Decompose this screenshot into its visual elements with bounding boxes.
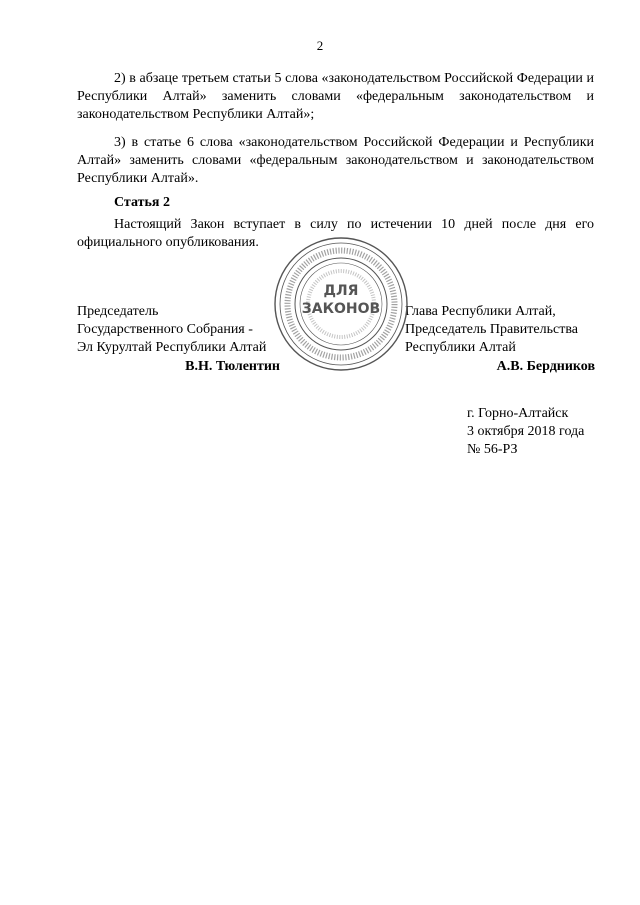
city: г. Горно-Алтайск bbox=[467, 406, 569, 421]
article-text: Настоящий Закон вступает в силу по истечении 10 дней после дня его официального опубликования. bbox=[77, 217, 594, 250]
official-seal-stamp bbox=[272, 235, 410, 373]
signature-block-left bbox=[77, 303, 280, 376]
date: 3 октября 2018 года bbox=[467, 424, 585, 439]
signature-right-line: Глава Республики Алтай, bbox=[405, 304, 556, 319]
signature-right-line: Республики Алтай bbox=[405, 340, 516, 355]
signature-right-line: Председатель Правительства bbox=[405, 322, 578, 337]
signature-left-line: Председатель bbox=[77, 304, 159, 319]
svg-text:ЗАКОНОВ: ЗАКОНОВ bbox=[301, 301, 381, 317]
page-number: 2 bbox=[316, 38, 324, 53]
svg-text:ДЛЯ: ДЛЯ bbox=[323, 283, 359, 299]
signature-left-line: Эл Курултай Республики Алтай bbox=[77, 340, 267, 355]
law-number: № 56-РЗ bbox=[467, 442, 518, 457]
signature-block-right bbox=[405, 303, 595, 376]
signature-right-name: А.В. Бердников bbox=[496, 359, 595, 374]
article-heading: Статья 2 bbox=[114, 195, 170, 210]
signature-left-name: В.Н. Тюлентин bbox=[185, 359, 280, 374]
place-date-block bbox=[467, 405, 584, 459]
paragraph-amendment-2: 2) в абзаце третьем статьи 5 слова «законодательством Российской Федерации и Республики Алтай» заменить словами «федеральным законодательством и законодательством Республики Алтай»; bbox=[77, 71, 594, 122]
signature-left-line: Государственного Собрания - bbox=[77, 322, 253, 337]
paragraph-amendment-3: 3) в статье 6 слова «законодательством Российской Федерации и Республики Алтай» заменить словами «федеральным законодательством и законодательством Республики Алтай». bbox=[77, 135, 594, 186]
